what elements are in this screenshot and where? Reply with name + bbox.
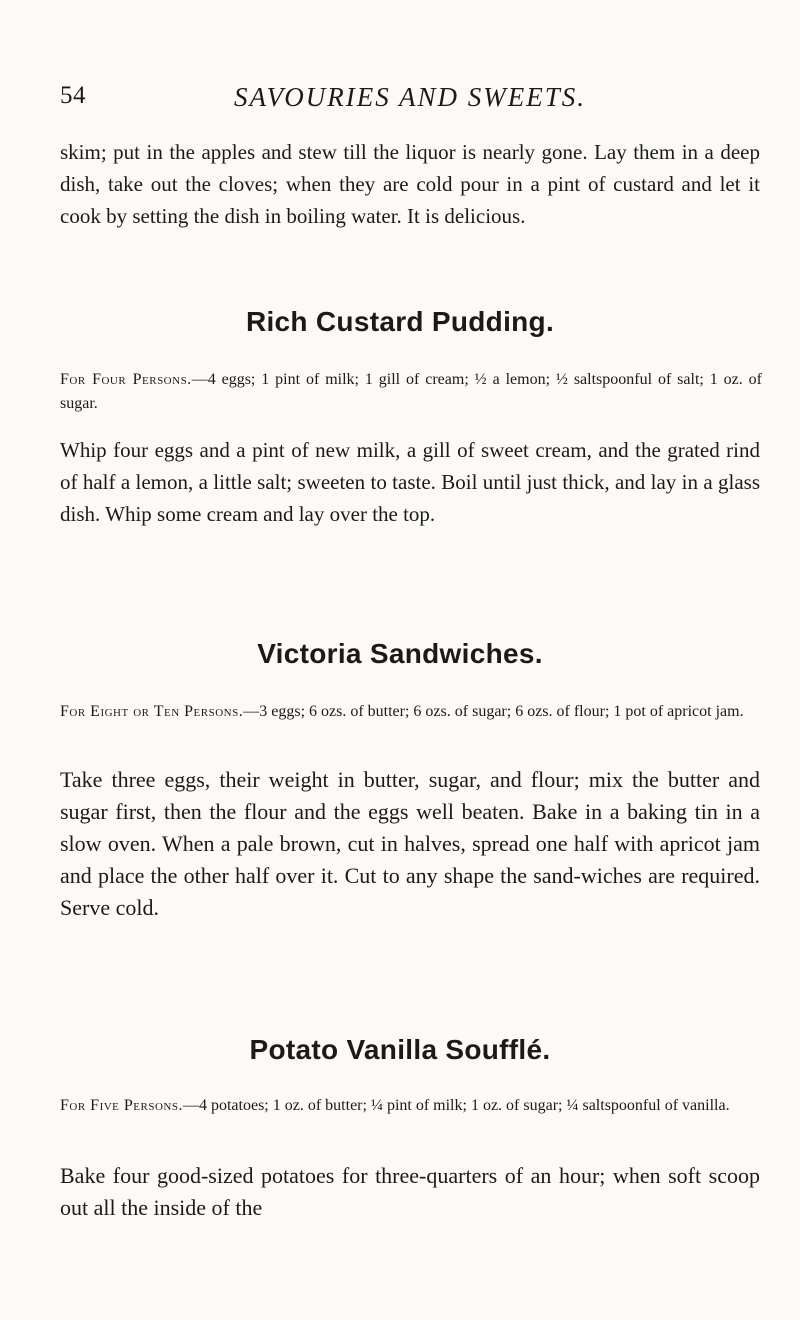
recipe-title-victoria-sandwiches: Victoria Sandwiches. — [257, 638, 543, 669]
page-header — [60, 78, 760, 118]
recipe-ingredients-potato-vanilla-souffle — [60, 1094, 762, 1118]
recipe-serves: For Eight or Ten Persons. — [60, 703, 244, 720]
recipe-method-rich-custard-pudding: Whip four eggs and a pint of new milk, a gill of sweet cream, and the grated rind of half a lemon, a little salt; sweeten to taste. Boil until just thick, and lay in a glass dish. Whip some cream and lay over the top. — [60, 438, 760, 526]
recipe-method-victoria-sandwiches: Take three eggs, their weight in butter, sugar, and flour; mix the butter and sugar first, then the flour and the eggs well beaten. Bake in a baking tin in a slow oven. When a pale brown, cut in halves, spread one half with apricot jam and place the other half over it. Cut to any shape the sand-wiches are required. Serve cold. — [60, 767, 760, 920]
recipe-title-potato-vanilla-souffle: Potato Vanilla Soufflé. — [249, 1034, 551, 1065]
running-title: SAVOURIES AND SWEETS. — [233, 82, 587, 112]
ingredient-list: —3 eggs; 6 ozs. of butter; 6 ozs. of sugar; 6 ozs. of flour; 1 pot of apricot jam. — [243, 703, 744, 720]
recipe-serves: For Five Persons. — [60, 1097, 183, 1114]
ingredient-list: —4 eggs; 1 pint of milk; 1 gill of cream; ½ a lemon; ½ saltspoonful of salt; 1 oz. of sugar. — [60, 371, 762, 412]
page-number: 54 — [60, 82, 86, 109]
recipe-title-rich-custard-pudding: Rich Custard Pudding. — [245, 306, 555, 337]
ingredient-list: —4 potatoes; 1 oz. of butter; ¼ pint of milk; 1 oz. of sugar; ¼ saltspoonful of vanilla. — [182, 1097, 730, 1114]
recipe-ingredients-rich-custard-pudding — [60, 368, 762, 416]
recipe-method-potato-vanilla-souffle: Bake four good-sized potatoes for three-quarters of an hour; when soft scoop out all the inside of the — [60, 1163, 760, 1220]
intro-paragraph: skim; put in the apples and stew till the liquor is nearly gone. Lay them in a deep dish, take out the cloves; when they are cold pour in a pint of custard and let it cook by setting the dish in boiling water. It is delicious. — [60, 140, 760, 228]
recipe-ingredients-victoria-sandwiches — [60, 700, 762, 724]
recipe-serves: For Four Persons. — [60, 371, 192, 388]
